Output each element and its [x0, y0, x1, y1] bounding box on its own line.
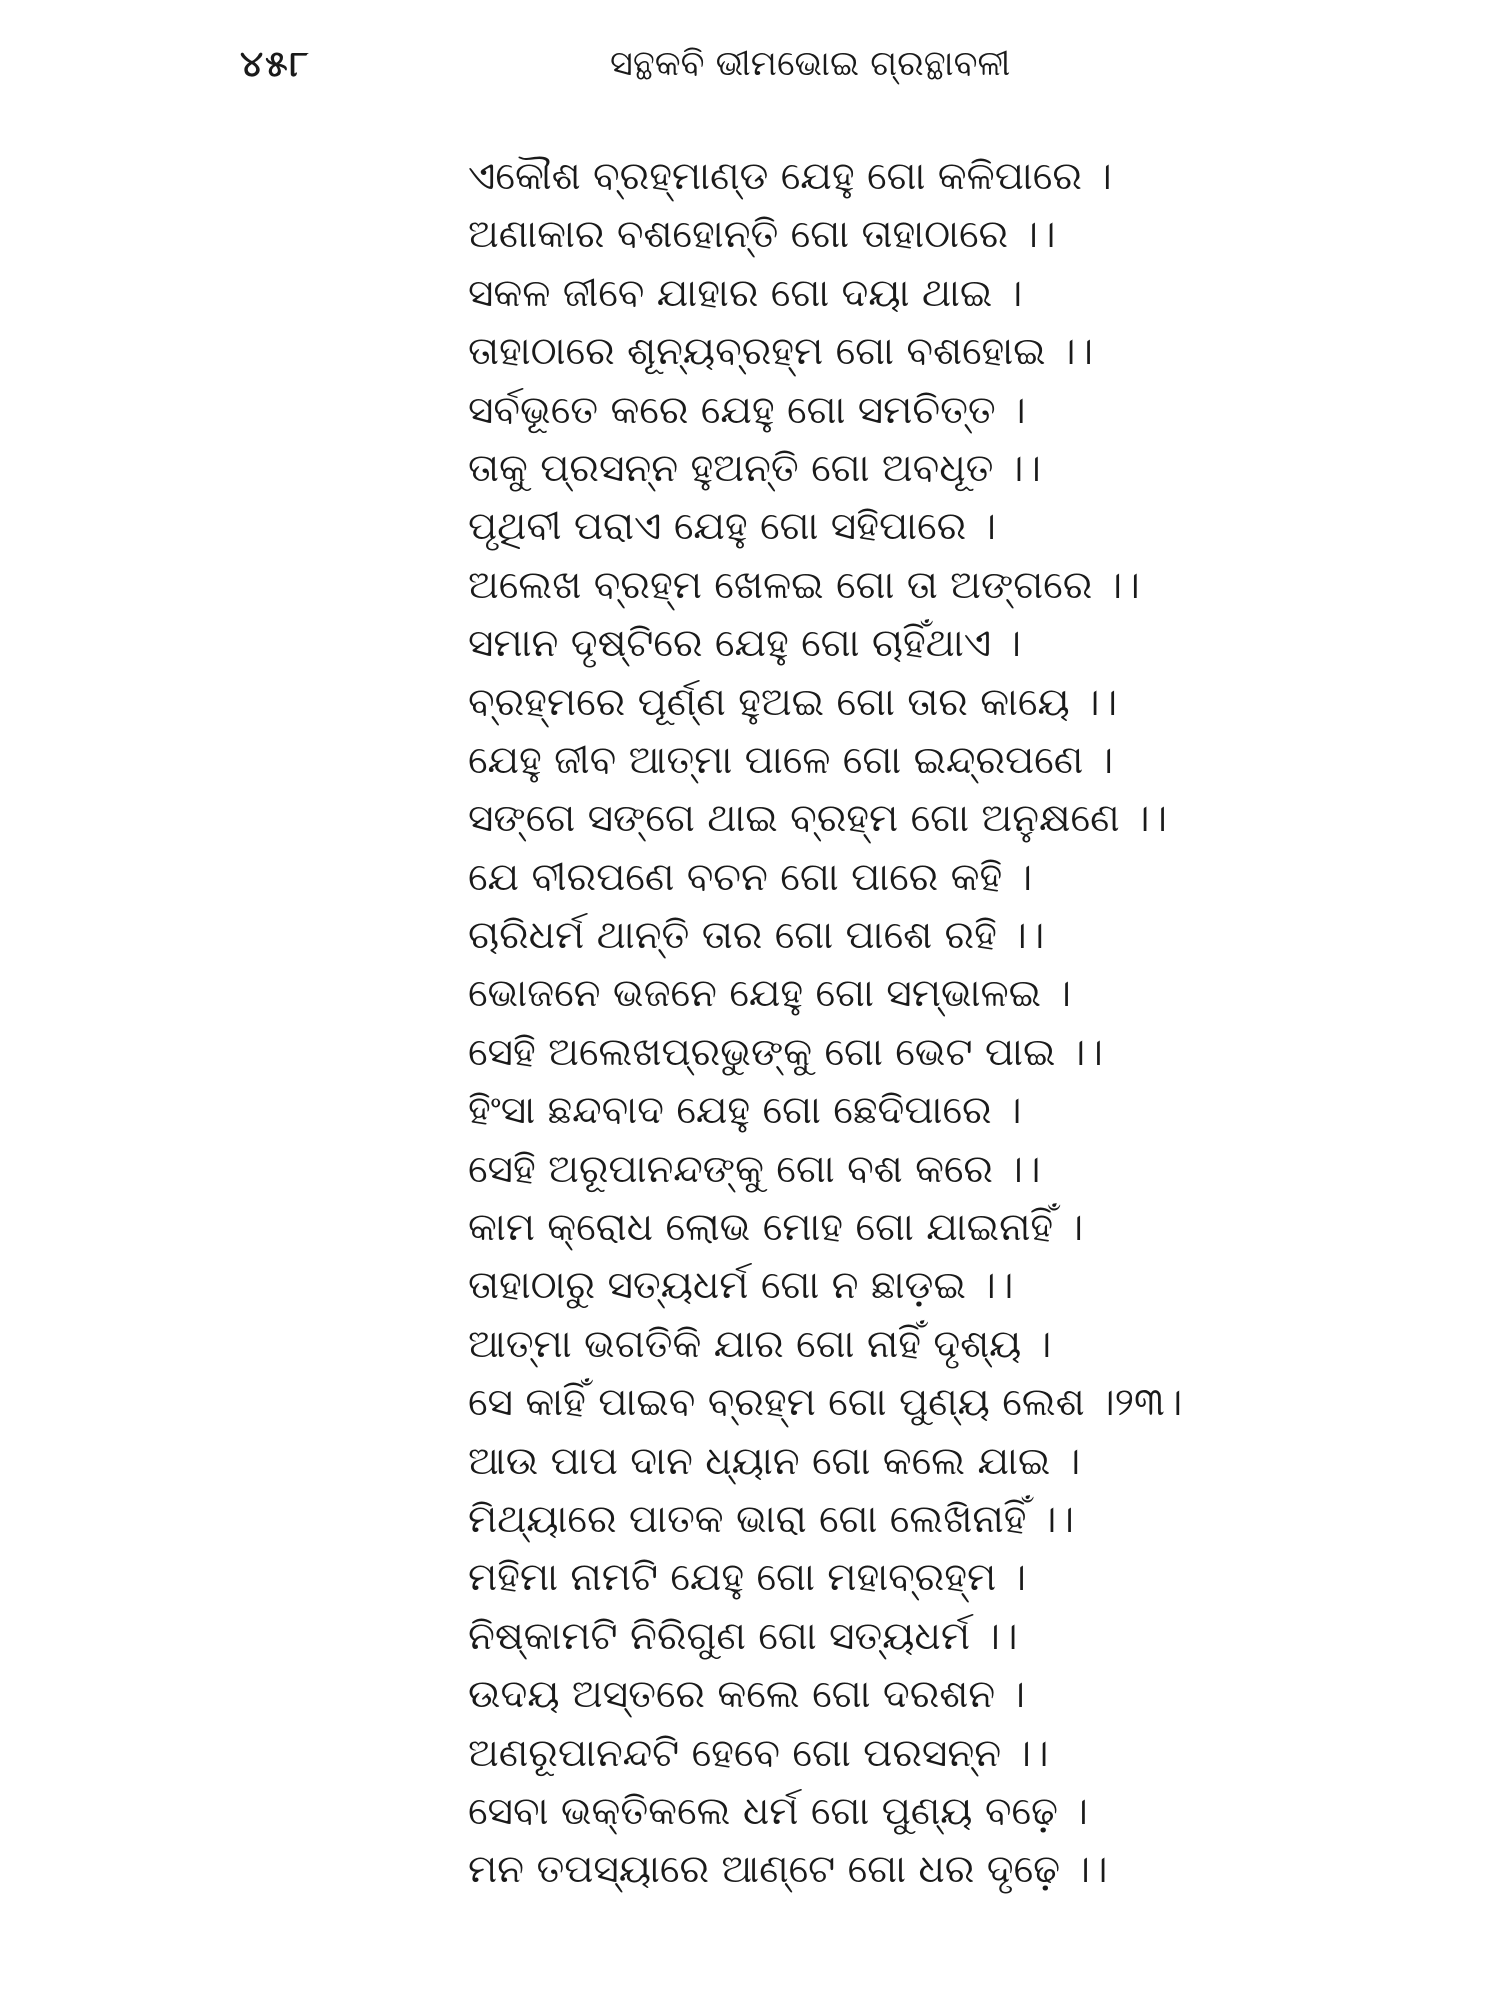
verse-line: ବ୍ରହ୍ମରେ ପୂର୍ଣ୍ଣ ହୁଅଇ ଗୋ ତାର କାୟେ ।। [468, 679, 1118, 725]
verse-line: ମହିମା ନାମଟି ଯେହୁ ଗୋ ମହାବ୍ରହ୍ମ । [468, 1555, 1027, 1601]
verse-line: ତାହାଠାରେ ଶୂନ୍ୟବ୍ରହ୍ମ ଗୋ ବଶହୋଇ ।। [468, 329, 1094, 375]
page-number: ୪୫୮ [240, 44, 311, 85]
verse-line: ଭୋଜନେ ଭଜନେ ଯେହୁ ଗୋ ସମ୍ଭାଳଇ । [468, 971, 1072, 1017]
verse-line: ଉଦୟ ଅସ୍ତରେ କଲେ ଗୋ ଦରଶନ । [468, 1672, 1026, 1718]
verse-line: ତାକୁ ପ୍ରସନ୍ନ ହୁଅନ୍ତି ଗୋ ଅବଧୂତ ।। [468, 445, 1041, 491]
verse-line: ମନ ତପସ୍ୟାରେ ଆଣ୍ଟେ ଗୋ ଧର ଦୃଢ଼େ ।। [468, 1847, 1108, 1893]
verse-line: ଅଣରୂପାନନ୍ଦଟି ହେବେ ଗୋ ପରସନ୍ନ ।। [468, 1730, 1049, 1776]
verse-line: ତାହାଠାରୁ ସତ୍ୟଧର୍ମ ଗୋ ନ ଛାଡ଼ଇ ।। [468, 1263, 1014, 1309]
verse-line: ସେହି ଅରୂପାନନ୍ଦଙ୍କୁ ଗୋ ବଶ କରେ ।। [468, 1146, 1041, 1192]
verse-line: ସମାନ ଦୃଷ୍ଟିରେ ଯେହୁ ଗୋ ଚାହିଁଥାଏ । [468, 621, 1022, 667]
verse-line: ସକଳ ଜୀବେ ଯାହାର ଗୋ ଦୟା ଥାଇ । [468, 270, 1023, 316]
verse-line: ଅଣାକାର ବଶହୋନ୍ତି ଗୋ ତାହାଠାରେ ।। [468, 212, 1056, 258]
verse-line: ଯେହୁ ଜୀବ ଆତ୍ମା ପାଳେ ଗୋ ଇନ୍ଦ୍ରପଣେ । [468, 737, 1114, 783]
verse-line: ପୃଥିବୀ ପରାଏ ଯେହୁ ଗୋ ସହିପାରେ । [468, 504, 997, 550]
verse-list [468, 148, 1182, 1900]
verse-line: ଅଲେଖ ବ୍ରହ୍ମ ଖେଳଇ ଗୋ ତା ଅଙ୍ଗରେ ।। [468, 562, 1140, 608]
verse-line: ସେବା ଭକ୍ତିକଲେ ଧର୍ମ ଗୋ ପୁଣ୍ୟ ବଢ଼େ । [468, 1788, 1088, 1834]
verse-line: ହିଂସା ଛନ୍ଦବାଦ ଯେହୁ ଗୋ ଛେଦିପାରେ । [468, 1088, 1022, 1134]
verse-line: ସଙ୍ଗେ ସଙ୍ଗେ ଥାଇ ବ୍ରହ୍ମ ଗୋ ଅନୁକ୍ଷଣେ ।। [468, 796, 1168, 842]
verse-line: କାମ କ୍ରୋଧ ଲୋଭ ମୋହ ଗୋ ଯାଇନାହିଁ । [468, 1205, 1084, 1251]
running-title: ସନ୍ଥକବି ଭୀମଭୋଇ ଗ୍ରନ୍ଥାବଳୀ [610, 44, 1011, 84]
verse-line: ସେହି ଅଲେଖପ୍ରଭୁଙ୍କୁ ଗୋ ଭେଟ ପାଇ ।। [468, 1029, 1103, 1075]
verse-line: ସର୍ବଭୂତେ କରେ ଯେହୁ ଗୋ ସମଚିତ୍ତ । [468, 387, 1026, 433]
verse-line: ଚାରିଧର୍ମ ଥାନ୍ତି ତାର ଗୋ ପାଶେ ରହି ।। [468, 913, 1045, 959]
verse-line: ସେ କାହିଁ ପାଇବ ବ୍ରହ୍ମ ଗୋ ପୁଣ୍ୟ ଲେଶ ।୨୩। [468, 1380, 1183, 1426]
verse-line: ମିଥ୍ୟାରେ ପାତକ ଭାରା ଗୋ ଲେଖିନାହିଁ ।। [468, 1496, 1074, 1542]
verse-line: ନିଷ୍କାମଟି ନିରିଗୁଣ ଗୋ ସତ୍ୟଧର୍ମ ।। [468, 1613, 1018, 1659]
verse-line: ଯେ ବୀରପଣେ ବଚନ ଗୋ ପାରେ କହି । [468, 854, 1033, 900]
verse-line: ଆତ୍ମା ଭଗତିକି ଯାର ଗୋ ନାହିଁ ଦୃଶ୍ୟ । [468, 1321, 1052, 1367]
verse-line: ଏକୌଶ ବ୍ରହ୍ମାଣ୍ଡ ଯେହୁ ଗୋ କଳିପାରେ । [468, 154, 1112, 199]
verse-line: ଆଉ ପାପ ଦାନ ଧ୍ୟାନ ଗୋ କଲେ ଯାଇ । [468, 1438, 1081, 1484]
